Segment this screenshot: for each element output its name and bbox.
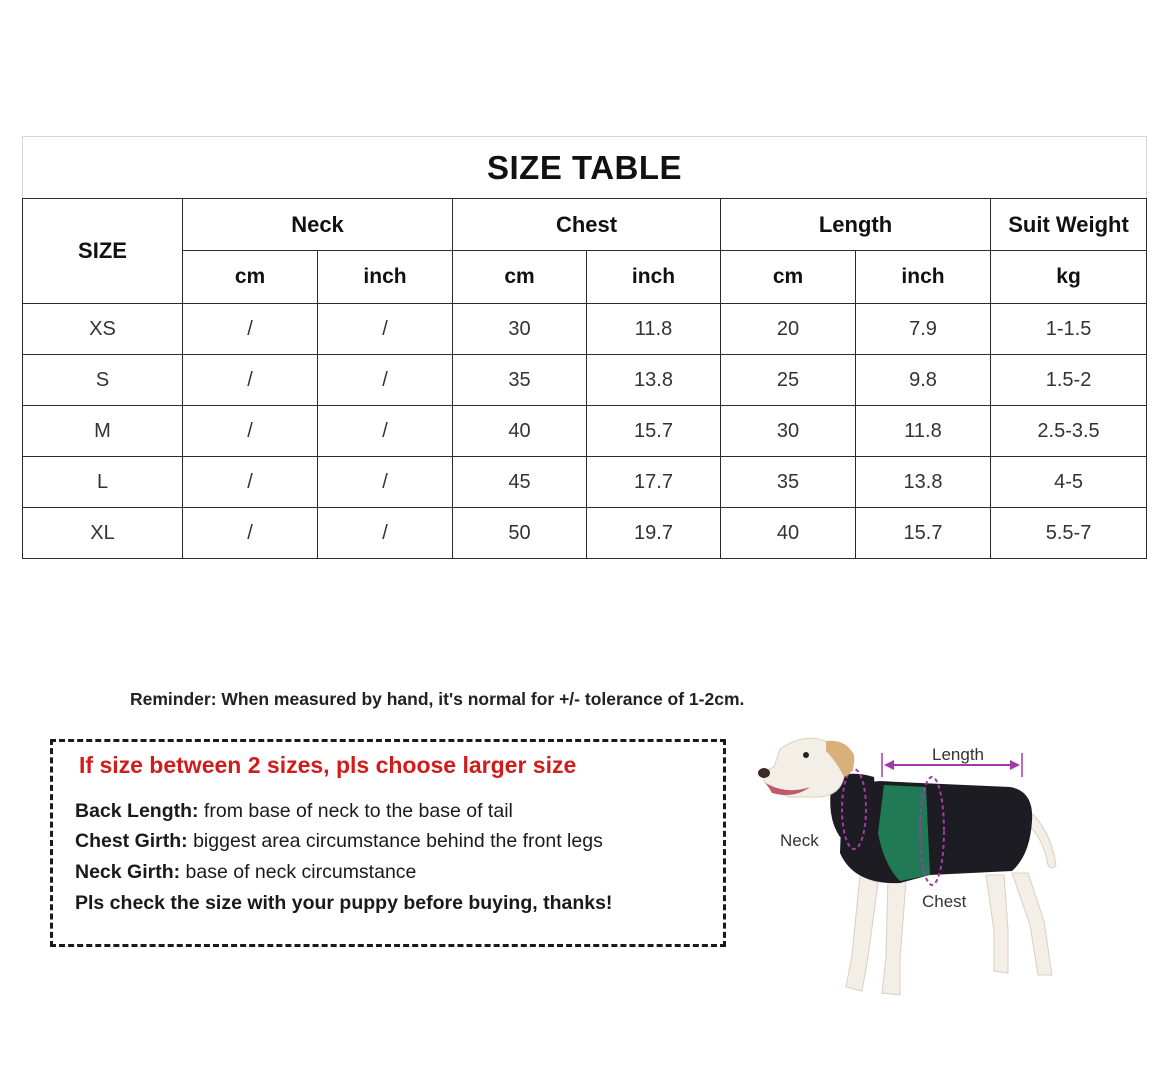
table-cell: 35 [721,457,856,508]
size-cell: L [23,457,183,508]
unit-header: inch [318,251,453,304]
measuring-notes-box [50,739,726,947]
chest-group-header: Chest [453,199,721,251]
table-cell: 2.5-3.5 [991,406,1147,457]
table-title: SIZE TABLE [23,137,1147,199]
neck-group-header: Neck [183,199,453,251]
table-cell: / [183,508,318,559]
back-length-note [75,800,513,823]
neck-label: Neck [780,831,819,850]
table-cell: / [318,406,453,457]
unit-header: kg [991,251,1147,304]
weight-group-header: Suit Weight [991,199,1147,251]
tolerance-reminder: Reminder: When measured by hand, it's normal for +/- tolerance of 1-2cm. [130,689,745,709]
table-cell: 35 [453,355,587,406]
table-row [23,508,1147,559]
table-cell: 30 [721,406,856,457]
table-cell: / [183,355,318,406]
table-cell: / [183,304,318,355]
length-group-header: Length [721,199,991,251]
table-cell: 11.8 [587,304,721,355]
size-cell: S [23,355,183,406]
table-cell: / [318,457,453,508]
table-cell: 45 [453,457,587,508]
table-cell: 1-1.5 [991,304,1147,355]
table-cell: 7.9 [856,304,991,355]
table-cell: 40 [453,406,587,457]
closing-note: Pls check the size with your puppy before buying, thanks! [75,892,613,914]
table-cell: 9.8 [856,355,991,406]
size-cell: M [23,406,183,457]
table-cell: 17.7 [587,457,721,508]
back-length-label: Back Length: [75,800,199,822]
table-cell: 4-5 [991,457,1147,508]
chest-girth-note [75,830,603,853]
neck-girth-label: Neck Girth: [75,861,181,883]
table-cell: / [183,406,318,457]
chest-label: Chest [922,892,967,911]
unit-header: cm [721,251,856,304]
table-cell: 1.5-2 [991,355,1147,406]
back-length-text: from base of neck to the base of tail [198,800,513,822]
unit-header: cm [453,251,587,304]
dog-illustration [750,725,1090,1015]
table-cell: 20 [721,304,856,355]
unit-header: cm [183,251,318,304]
table-cell: / [318,508,453,559]
chest-girth-text: biggest area circumstance behind the front legs [187,830,603,852]
table-row [23,457,1147,508]
table-cell: 30 [453,304,587,355]
size-table [22,136,1147,559]
table-cell: 15.7 [587,406,721,457]
table-cell: 13.8 [856,457,991,508]
table-row [23,355,1147,406]
table-cell: / [318,304,453,355]
dog-measurement-figure [750,725,1090,1015]
size-column-header: SIZE [23,199,183,304]
table-cell: 15.7 [856,508,991,559]
length-label: Length [932,745,984,764]
table-cell: 13.8 [587,355,721,406]
unit-header: inch [587,251,721,304]
table-cell: 19.7 [587,508,721,559]
table-cell: 25 [721,355,856,406]
neck-girth-text: base of neck circumstance [180,861,417,883]
size-advice-heading: If size between 2 sizes, pls choose larger size [79,752,577,778]
table-cell: / [318,355,453,406]
table-row [23,304,1147,355]
table-cell: 11.8 [856,406,991,457]
unit-header: inch [856,251,991,304]
table-cell: 40 [721,508,856,559]
neck-girth-note [75,861,416,884]
chest-girth-label: Chest Girth: [75,830,188,852]
table-cell: 5.5-7 [991,508,1147,559]
size-cell: XS [23,304,183,355]
size-cell: XL [23,508,183,559]
table-row [23,406,1147,457]
table-cell: / [183,457,318,508]
table-cell: 50 [453,508,587,559]
